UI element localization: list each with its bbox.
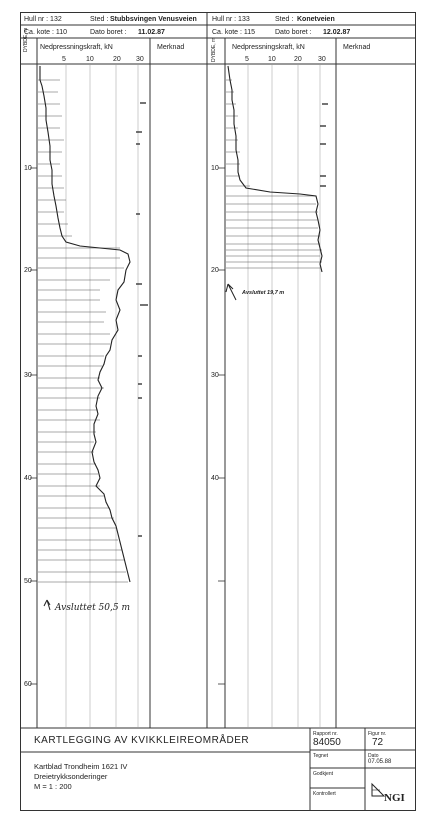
log2-force-tick: 10	[268, 56, 276, 63]
log2-date-value: 12.02.87	[323, 29, 351, 36]
log2-depth-label: 30	[211, 372, 219, 379]
log2-depth-label: 10	[211, 165, 219, 172]
log2-force-header: Nedpressningskraft, kN	[232, 44, 305, 51]
log2-site-value: Konetveien	[297, 16, 335, 23]
log1-force-tick: 5	[62, 56, 66, 63]
log1-rotation-marks	[38, 80, 128, 582]
log1-force-tick: 10	[86, 56, 94, 63]
log2-remark-header: Merknad	[343, 44, 371, 51]
log1-depth-label: 50	[24, 578, 32, 585]
report-label: Rapport nr.	[313, 731, 338, 737]
log2-depth-label: 20	[211, 267, 219, 274]
log1-force-curve	[40, 66, 130, 582]
log1-force-tick: 20	[113, 56, 121, 63]
log2-date-label: Dato boret :	[275, 29, 312, 36]
scale: M = 1 : 200	[34, 782, 72, 791]
date-value: 07.05.88	[368, 759, 392, 765]
log1-depth-label: 10	[24, 165, 32, 172]
log1-depth-label: 30	[24, 372, 32, 379]
figure-label: Figur nr.	[368, 731, 387, 737]
approved-label: Godkjent	[313, 771, 334, 777]
log2-force-tick: 5	[245, 56, 249, 63]
project-title: KARTLEGGING AV KVIKKLEIREOMRÅDER	[34, 735, 250, 746]
log2-force-tick: 20	[294, 56, 302, 63]
log2-elevation: Ca. kote : 115	[212, 29, 256, 36]
log1-remark-header: Merknad	[157, 44, 185, 51]
ngi-logo-text: NGI	[384, 792, 405, 804]
log1-end-note: Avsluttet 50,5 m	[55, 603, 130, 613]
checked-label: Kontrollert	[313, 791, 336, 797]
log2-site-label: Sted :	[275, 16, 294, 23]
log2-depth-axis-label: DYBDE, m	[211, 37, 217, 62]
log1-date-label: Dato boret :	[90, 29, 127, 36]
log1-elevation: Ca. kote : 110	[24, 29, 68, 36]
log2-force-tick: 30	[318, 56, 326, 63]
log1-force-tick: 30	[136, 56, 144, 63]
log1-depth-label: 20	[24, 267, 32, 274]
log1-site-label: Sted :	[90, 16, 109, 23]
report-number: 84050	[313, 737, 341, 748]
log1-hole-number: Hull nr : 132	[24, 16, 62, 23]
ngi-logo	[370, 782, 412, 808]
log2-end-note: Avsluttet 19,7 m	[242, 290, 285, 296]
log1-depth-axis-label: DYBDE, m	[23, 27, 29, 52]
method: Dreietrykksonderinger	[34, 772, 108, 781]
log2-force-curve	[228, 66, 322, 272]
drawn-label: Tegnet	[313, 753, 329, 759]
log2-rotation-marks	[226, 80, 322, 268]
log1-date-value: 11.02.87	[138, 29, 165, 36]
log2-termination-arrow	[226, 284, 236, 300]
date-label: Dato	[368, 753, 379, 759]
map-sheet: Kartblad Trondheim 1621 IV	[34, 762, 128, 771]
log1-site-value: Stubbsvingen Venusveien	[110, 16, 197, 23]
log1-termination-arrow	[44, 600, 50, 610]
log2-remark-marks	[320, 104, 328, 186]
log1-force-header: Nedpressningskraft, kN	[40, 44, 113, 51]
figure-number: 72	[372, 737, 384, 748]
log1-depth-label: 40	[24, 475, 32, 482]
log2-hole-number: Hull nr : 133	[212, 16, 250, 23]
log2-depth-label: 40	[211, 475, 219, 482]
log1-depth-label: 60	[24, 681, 32, 688]
